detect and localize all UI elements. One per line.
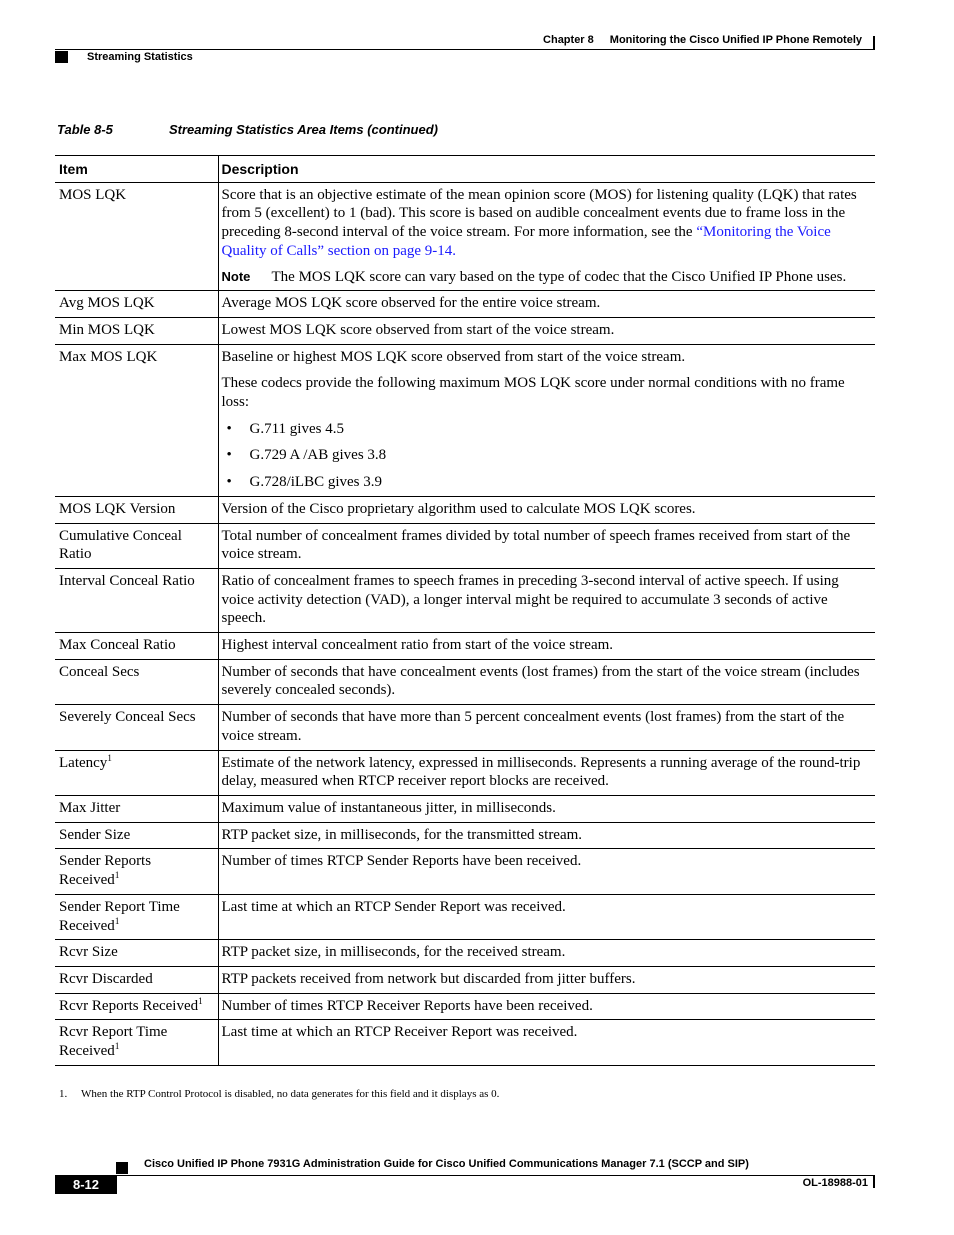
item-cell: Rcvr Reports Received$^1$ bbox=[55, 993, 218, 1020]
running-header bbox=[543, 34, 862, 46]
table-row bbox=[55, 822, 875, 849]
table-row bbox=[55, 659, 875, 704]
item-cell: Sender Report Time Received$^1$ bbox=[55, 894, 218, 939]
item-cell: MOS LQK Version bbox=[55, 496, 218, 523]
chapter-label: Chapter 8 bbox=[543, 34, 594, 46]
table-row bbox=[55, 750, 875, 795]
description-cell bbox=[218, 182, 875, 291]
item-cell: Min MOS LQK bbox=[55, 317, 218, 344]
item-cell: Latency$^1$ bbox=[55, 750, 218, 795]
table-row bbox=[55, 523, 875, 568]
header-rule bbox=[55, 49, 875, 50]
description-cell: Last time at which an RTCP Sender Report was received. bbox=[218, 894, 875, 939]
cross-reference-link[interactable]: “Monitoring the Voice Quality of Calls” section on page 9-14. bbox=[221, 224, 831, 259]
footnote-ref: 1 bbox=[107, 752, 112, 763]
table-row bbox=[55, 966, 875, 993]
column-header-description: Description bbox=[218, 156, 875, 183]
table-header-row bbox=[55, 156, 875, 183]
item-cell: Rcvr Report Time Received$^1$ bbox=[55, 1020, 218, 1065]
footer-block bbox=[116, 1162, 128, 1174]
description-cell: Total number of concealment frames divided by total number of speech frames received from start of the voice stream. bbox=[218, 523, 875, 568]
footnote-ref: 1 bbox=[114, 1041, 120, 1052]
footnote-text: When the RTP Control Protocol is disabled, no data generates for this field and it displays as 0. bbox=[81, 1088, 500, 1100]
table-row bbox=[55, 633, 875, 660]
footnote-number: 1. bbox=[59, 1088, 68, 1100]
description-text: Score that is an objective estimate of the mean opinion score (MOS) for listening quality (LQK) that rates from 5 (excellent) to 1 (bad). This score is based on audible concealment events due to frame loss in the preceding 8-second interval of the voice stream. For more information, see the “Monitoring the Voice Quality of Calls” section on page 9-14. bbox=[221, 186, 857, 259]
footer-rule bbox=[55, 1175, 875, 1176]
description-extra: These codecs provide the following maximum MOS LQK score under normal conditions with no frame loss: bbox=[221, 375, 845, 411]
description-cell: Maximum value of instantaneous jitter, in milliseconds. bbox=[218, 795, 875, 822]
item-cell: Max MOS LQK bbox=[55, 344, 218, 496]
description-cell: RTP packet size, in milliseconds, for the received stream. bbox=[218, 940, 875, 967]
description-cell: Number of times RTCP Receiver Reports have been received. bbox=[218, 993, 875, 1020]
item-cell: Sender Reports Received$^1$ bbox=[55, 849, 218, 894]
table-row bbox=[55, 795, 875, 822]
table-row bbox=[55, 291, 875, 318]
description-cell: Number of seconds that have concealment events (lost frames) from the start of the voice stream (includes severely concealed seconds). bbox=[218, 659, 875, 704]
table-row bbox=[55, 568, 875, 632]
table-caption bbox=[57, 122, 438, 137]
table-row bbox=[55, 344, 875, 496]
description-cell: Number of times RTCP Sender Reports have been received. bbox=[218, 849, 875, 894]
footer-book-title: Cisco Unified IP Phone 7931G Administration Guide for Cisco Unified Communications Manager 7.1 (SCCP and SIP) bbox=[144, 1158, 749, 1170]
table-title: Streaming Statistics Area Items (continued) bbox=[169, 122, 438, 137]
item-cell: MOS LQK bbox=[55, 182, 218, 291]
description-cell: RTP packet size, in milliseconds, for the transmitted stream. bbox=[218, 822, 875, 849]
item-cell: Cumulative Conceal Ratio bbox=[55, 523, 218, 568]
table-row bbox=[55, 496, 875, 523]
chapter-title: Monitoring the Cisco Unified IP Phone Remotely bbox=[609, 34, 862, 46]
codec-list bbox=[222, 420, 868, 492]
list-item: • G.711 gives 4.5 bbox=[222, 420, 868, 439]
header-bar bbox=[873, 36, 875, 49]
description-text: Baseline or highest MOS LQK score observed from start of the voice stream. bbox=[221, 348, 686, 365]
footnote-ref: 1 bbox=[114, 870, 120, 881]
description-cell: Last time at which an RTCP Receiver Report was received. bbox=[218, 1020, 875, 1065]
table-row bbox=[55, 182, 875, 291]
table-number: Table 8-5 bbox=[57, 122, 113, 137]
list-item: • G.728/iLBC gives 3.9 bbox=[222, 473, 868, 492]
description-cell: Version of the Cisco proprietary algorithm used to calculate MOS LQK scores. bbox=[218, 496, 875, 523]
note-block bbox=[222, 268, 868, 287]
streaming-statistics-table bbox=[55, 155, 875, 1066]
header-block bbox=[55, 51, 68, 63]
item-cell: Severely Conceal Secs bbox=[55, 705, 218, 750]
table-row bbox=[55, 894, 875, 939]
table-row bbox=[55, 317, 875, 344]
note-text: The MOS LQK score can vary based on the type of codec that the Cisco Unified IP Phone uses. bbox=[271, 268, 847, 285]
description-cell: Lowest MOS LQK score observed from start of the voice stream. bbox=[218, 317, 875, 344]
list-item: • G.729 A /AB gives 3.8 bbox=[222, 446, 868, 465]
item-cell: Interval Conceal Ratio bbox=[55, 568, 218, 632]
item-cell: Conceal Secs bbox=[55, 659, 218, 704]
item-cell: Avg MOS LQK bbox=[55, 291, 218, 318]
item-cell: Rcvr Discarded bbox=[55, 966, 218, 993]
item-cell: Rcvr Size bbox=[55, 940, 218, 967]
description-cell: RTP packets received from network but discarded from jitter buffers. bbox=[218, 966, 875, 993]
note-label: Note bbox=[221, 268, 251, 284]
description-cell bbox=[218, 344, 875, 496]
item-cell: Max Conceal Ratio bbox=[55, 633, 218, 660]
description-cell: Average MOS LQK score observed for the entire voice stream. bbox=[218, 291, 875, 318]
page-number: 8-12 bbox=[55, 1176, 117, 1194]
table-footnote bbox=[59, 1088, 499, 1100]
footer-bar bbox=[873, 1176, 875, 1188]
column-header-item: Item bbox=[55, 156, 218, 183]
table-row bbox=[55, 993, 875, 1020]
footnote-ref: 1 bbox=[198, 995, 203, 1006]
description-cell: Highest interval concealment ratio from start of the voice stream. bbox=[218, 633, 875, 660]
description-cell: Estimate of the network latency, expressed in milliseconds. Represents a running average of the round-trip delay, measured when RTCP receiver report blocks are received. bbox=[218, 750, 875, 795]
footnote-ref: 1 bbox=[114, 915, 120, 926]
description-cell: Ratio of concealment frames to speech frames in preceding 3-second interval of active speech. If using voice activity detection (VAD), a longer interval might be required to accumulate 3 seconds of active speech. bbox=[218, 568, 875, 632]
table-row bbox=[55, 705, 875, 750]
item-cell: Max Jitter bbox=[55, 795, 218, 822]
description-cell: Number of seconds that have more than 5 percent concealment events (lost frames) from the start of the voice stream. bbox=[218, 705, 875, 750]
document-number: OL-18988-01 bbox=[802, 1177, 868, 1189]
section-name: Streaming Statistics bbox=[87, 51, 193, 63]
item-cell: Sender Size bbox=[55, 822, 218, 849]
table-row bbox=[55, 849, 875, 894]
table-row bbox=[55, 1020, 875, 1065]
table-row bbox=[55, 940, 875, 967]
